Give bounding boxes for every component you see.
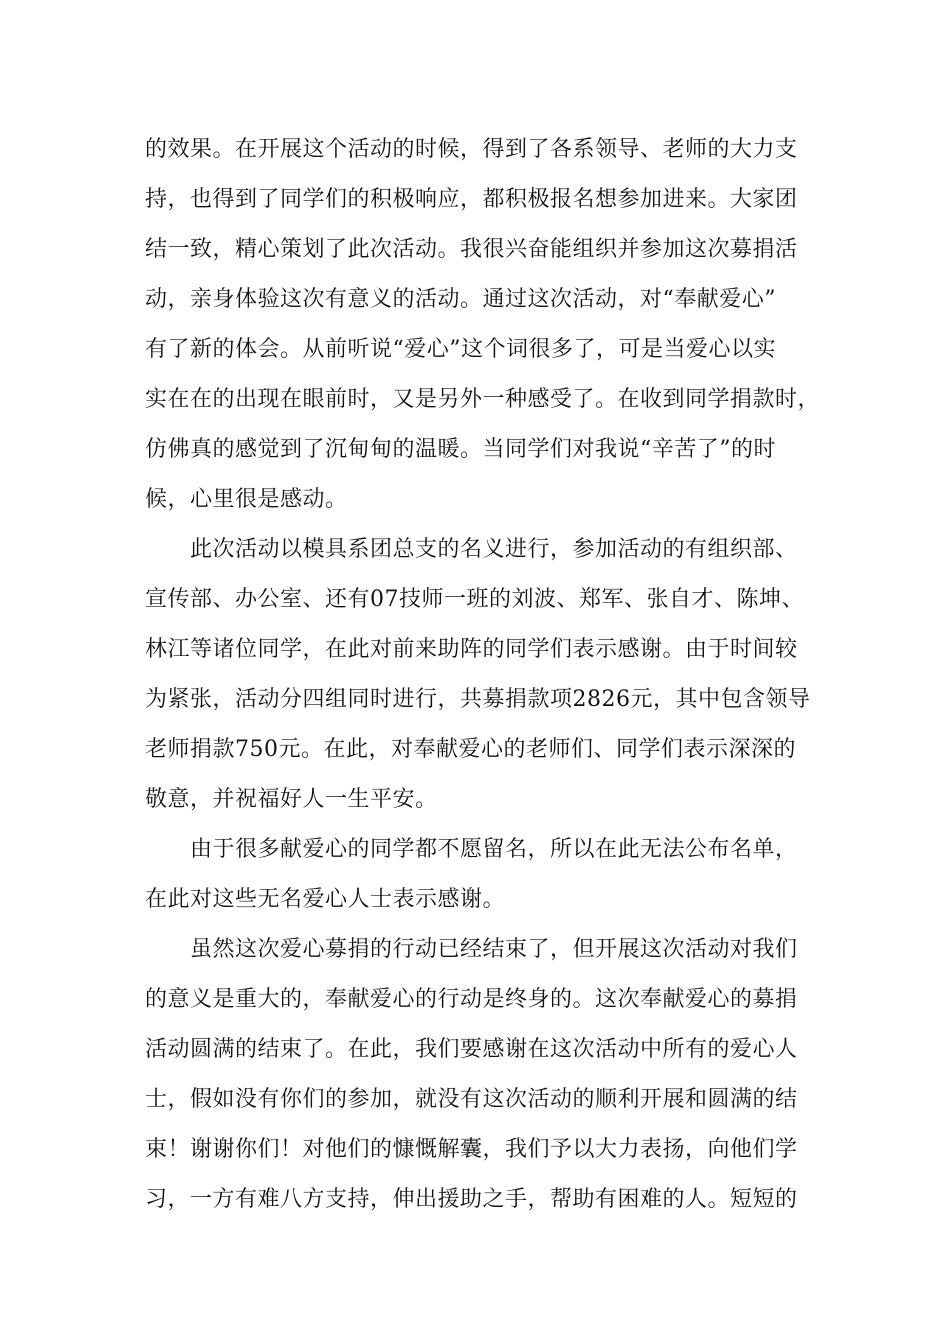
paragraph-1-line-7: 仿佛真的感觉到了沉甸甸的温暖。当同学们对我说“辛苦了”的时 <box>145 437 776 462</box>
paragraph-2-line-1: 此次活动以模具系团总支的名义进行，参加活动的有组织部、 <box>190 537 798 562</box>
paragraph-2-line-4: 为紧张，活动分四组同时进行，共募捐款项2826元，其中包含领导 <box>145 687 811 712</box>
paragraph-2-line-6: 敬意，并祝福好人一生平安。 <box>145 787 438 812</box>
paragraph-4-line-5: 束！谢谢你们！对他们的慷慨解囊，我们予以大力表扬，向他们学 <box>145 1137 798 1162</box>
paragraph-4-line-4: 士，假如没有你们的参加，就没有这次活动的顺利开展和圆满的结 <box>145 1087 798 1112</box>
paragraph-1-line-1: 的效果。在开展这个活动的时候，得到了各系领导、老师的大力支 <box>145 137 798 162</box>
paragraph-2-line-3: 林江等诸位同学，在此对前来助阵的同学们表示感谢。由于时间较 <box>145 637 798 662</box>
paragraph-1-line-4: 动，亲身体验这次有意义的活动。通过这次活动，对“奉献爱心” <box>145 287 776 312</box>
paragraph-1-line-3: 结一致，精心策划了此次活动。我很兴奋能组织并参加这次募捐活 <box>145 237 798 262</box>
paragraph-3-line-1: 由于很多献爱心的同学都不愿留名，所以在此无法公布名单， <box>190 837 798 862</box>
paragraph-1-line-6: 实在在的出现在眼前时，又是另外一种感受了。在收到同学捐款时， <box>145 387 821 412</box>
paragraph-4-line-2: 的意义是重大的，奉献爱心的行动是终身的。这次奉献爱心的募捐 <box>145 987 798 1012</box>
paragraph-4-line-3: 活动圆满的结束了。在此，我们要感谢在这次活动中所有的爱心人 <box>145 1037 798 1062</box>
paragraph-2-line-5: 老师捐款750元。在此，对奉献爱心的老师们、同学们表示深深的 <box>145 737 796 762</box>
paragraph-1-line-8: 候，心里很是感动。 <box>145 487 348 512</box>
paragraph-3-line-2: 在此对这些无名爱心人士表示感谢。 <box>145 887 506 912</box>
paragraph-2-line-2: 宣传部、办公室、还有07技师一班的刘波、郑军、张自才、陈坤、 <box>145 587 804 612</box>
paragraph-4-line-1: 虽然这次爱心募捐的行动已经结束了，但开展这次活动对我们 <box>190 937 798 962</box>
paragraph-1-line-2: 持，也得到了同学们的积极响应，都积极报名想参加进来。大家团 <box>145 187 798 212</box>
paragraph-1-line-5: 有了新的体会。从前听说“爱心”这个词很多了，可是当爱心以实 <box>145 337 776 362</box>
paragraph-4-line-6: 习，一方有难八方支持，伸出援助之手，帮助有困难的人。短短的 <box>145 1187 798 1212</box>
